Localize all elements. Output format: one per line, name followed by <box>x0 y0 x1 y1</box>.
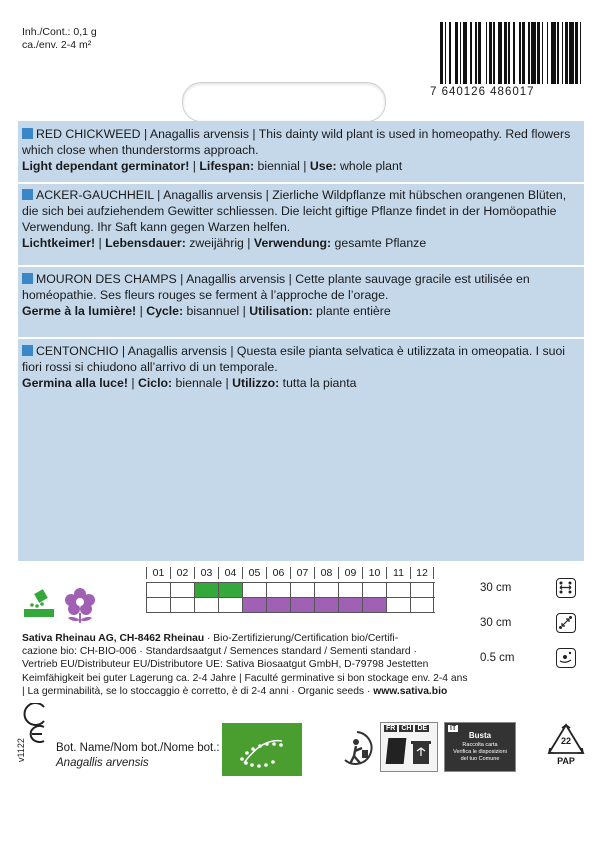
pap-label: PAP <box>557 756 575 766</box>
country-tags <box>384 725 429 732</box>
calendar-cell <box>170 598 194 612</box>
calendar-month-label: 08 <box>314 567 338 579</box>
blue-square-icon <box>22 189 33 200</box>
it-line: del tuo Comune <box>460 756 500 762</box>
producer-info <box>22 632 472 698</box>
sowing-calendar <box>146 567 446 627</box>
flowering-period-bar <box>242 598 266 612</box>
sowing-depth-value: 0.5 cm <box>480 652 515 664</box>
row-spacing-value: 30 cm <box>480 582 512 594</box>
section-description: | Anagallis arvensis | This dainty wild plant is used in homeopathy. Red flowers which close when thunderstorms approach. <box>22 127 571 157</box>
fact-label: Ciclo: <box>137 376 173 390</box>
barcode-number: 7 640126 486017 <box>430 86 535 98</box>
plant-spacing-icon <box>556 613 576 633</box>
fact-value: biennial <box>254 159 300 173</box>
website-link[interactable]: www.sativa.bio <box>373 685 448 697</box>
botanical-name: Anagallis arvensis <box>56 757 149 769</box>
fact-label: Utilizzo: <box>232 376 280 390</box>
section-title: ACKER-GAUCHHEIL <box>36 188 154 202</box>
calendar-month-label: 11 <box>386 567 410 579</box>
tidyman-icon <box>340 730 374 768</box>
company-name: Sativa Rheinau AG, CH-8462 Rheinau <box>22 633 205 644</box>
fact-label: Germe à la lumière! <box>22 304 137 318</box>
blue-square-icon <box>22 128 33 139</box>
calendar-month-label: 05 <box>242 567 266 579</box>
fact-label: Use: <box>309 159 337 173</box>
calendar-cell <box>338 583 362 597</box>
section-italian: CENTONCHIO | Anagallis arvensis | Questa esile pianta selvatica è utilizzata in omeopatia. I suoi fiori rossi si chiudono all’arrivo di un temporale. Germina alla luce! | Ciclo: biennale | Utilizzo: tutta la pianta <box>22 344 566 390</box>
calendar-cell <box>146 598 170 612</box>
fact-label: Lifespan: <box>199 159 255 173</box>
certification-text: · Bio-Zertifizierung/Certification bio/Certifi- <box>204 633 399 644</box>
fact-value: plante entière <box>312 304 391 318</box>
calendar-month-label: 12 <box>410 567 434 579</box>
pap-recycling-icon <box>546 722 586 768</box>
calendar-cell <box>386 583 410 597</box>
fact-value: bisannuel <box>183 304 240 318</box>
italy-recycling-box <box>444 722 516 772</box>
section-title: MOURON DES CHAMPS <box>36 272 177 286</box>
calendar-cell <box>170 583 194 597</box>
calendar-month-label: 02 <box>170 567 194 579</box>
it-title: Busta <box>468 731 492 740</box>
calendar-month-label: 07 <box>290 567 314 579</box>
calendar-months <box>146 567 434 579</box>
country-tag: FR <box>386 725 396 732</box>
flowering-period-bar <box>290 598 314 612</box>
eu-organic-logo-icon <box>222 723 302 776</box>
calendar-cell <box>386 598 410 612</box>
section-divider <box>18 265 584 267</box>
flowering-period-bar <box>362 598 386 612</box>
calendar-cell <box>314 583 338 597</box>
calendar-cell <box>362 583 386 597</box>
info-panel <box>18 121 584 561</box>
net-content: Inh./Cont.: 0,1 g <box>22 26 97 38</box>
country-tag: IT <box>450 725 457 732</box>
section-description: | Anagallis arvensis | Questa esile pianta selvatica è utilizzata in omeopatia. I suoi fiori rossi si chiudono all’arrivo di un temporale. <box>22 344 566 374</box>
content-info <box>22 26 97 52</box>
sowing-period-bar <box>194 583 218 597</box>
barcode-icon <box>440 22 585 84</box>
calendar-row-sowing <box>146 583 434 597</box>
recycling-box <box>380 722 438 772</box>
fact-label: Lebensdauer: <box>105 236 186 250</box>
flowering-period-bar <box>314 598 338 612</box>
calendar-month-label: 03 <box>194 567 218 579</box>
calendar-cell <box>290 583 314 597</box>
fact-label: Germina alla luce! <box>22 376 128 390</box>
fact-label: Light dependant germinator! <box>22 159 190 173</box>
calendar-month-label: 09 <box>338 567 362 579</box>
calendar-cell <box>410 583 434 597</box>
ce-mark-icon <box>22 703 48 743</box>
fact-value: tutta la pianta <box>279 376 357 390</box>
country-tag: DE <box>417 725 428 732</box>
standard-text: cazione bio: CH-BIO-006 · Standardsaatgut / Semences standard / Sementi standard · <box>22 646 417 658</box>
it-line: Verifica le disposizioni <box>453 749 507 755</box>
fact-value: zweijährig <box>185 236 244 250</box>
paper-bin-icon <box>411 739 431 765</box>
fact-value: biennale <box>172 376 223 390</box>
calendar-cell <box>146 583 170 597</box>
calendar-cell <box>218 598 242 612</box>
calendar-month-label: 10 <box>362 567 386 579</box>
distributor-text: Vertrieb EU/Distributeur EU/Distributore UE: Sativa Biosaatgut GmbH, D-79798 Jestetten <box>22 659 429 671</box>
section-english: RED CHICKWEED | Anagallis arvensis | This dainty wild plant is used in homeopathy. Red flowers which close when thunderstorms approach. Light dependant germinator! | Lifespan: biennial | Use: whole plant <box>22 127 571 173</box>
section-french: MOURON DES CHAMPS | Anagallis arvensis | Cette plante sauvage gracile est utilisée en homéopathie. Ses fleurs rouges se ferment à l’approche de l’orage. Germe à la lumière! | Cycle: bisannuel | Utilisation: plante entière <box>22 272 530 318</box>
calendar-line <box>146 612 435 613</box>
calendar-month-label: 04 <box>218 567 242 579</box>
fact-value: whole plant <box>336 159 403 173</box>
flower-icon <box>62 585 98 625</box>
barcode-bar <box>581 22 584 84</box>
pap-number: 22 <box>560 736 571 746</box>
blue-square-icon <box>22 345 33 356</box>
packet-icon <box>386 738 407 764</box>
calendar-month-label: 01 <box>146 567 170 579</box>
calendar-cell <box>410 598 434 612</box>
sowing-depth-icon <box>556 648 576 668</box>
hang-hole <box>182 82 386 122</box>
botanical-label: Bot. Name/Nom bot./Nome bot.: <box>56 742 220 754</box>
section-german: ACKER-GAUCHHEIL | Anagallis arvensis | Zierliche Wildpflanze mit hübschen orangenen Blüten, die sich bei aufziehendem Gewitter schliessen. Die leicht giftige Pflanze findet in der Homöopathie Verwendung. Ihr Saft kann gegen Warzen helfen. Lichtkeimer! | Lebensdauer: zweijährig | Verwendung: gesamte Pflanze <box>22 188 567 250</box>
germination-text-it: | La germinabilità, se lo stoccaggio è corretto, è di 2-4 anni · Organic seeds · <box>22 685 374 697</box>
section-divider <box>18 337 584 339</box>
calendar-cell <box>194 598 218 612</box>
row-spacing-icon <box>556 578 576 598</box>
section-title: CENTONCHIO <box>36 344 119 358</box>
fact-label: Cycle: <box>146 304 184 318</box>
it-instructions <box>445 742 515 763</box>
flowering-period-bar <box>266 598 290 612</box>
calendar-row-flowering <box>146 598 434 612</box>
fact-label: Lichtkeimer! <box>22 236 96 250</box>
fact-label: Verwendung: <box>253 236 332 250</box>
fact-value: gesamte Pflanze <box>331 236 427 250</box>
calendar-month-label: 06 <box>266 567 290 579</box>
sowing-icon <box>22 585 58 621</box>
calendar-cell <box>266 583 290 597</box>
fact-label: Utilisation: <box>249 304 313 318</box>
section-description: | Anagallis arvensis | Cette plante sauvage gracile est utilisée en homéopathie. Ses fleurs rouges se ferment à l’approche de l’orage. <box>22 272 530 302</box>
flowering-period-bar <box>338 598 362 612</box>
it-line: Raccolta carta <box>462 742 498 748</box>
plant-spacing-value: 30 cm <box>480 617 512 629</box>
country-tag: CH <box>401 725 412 732</box>
blue-square-icon <box>22 273 33 284</box>
sowing-period-bar <box>218 583 242 597</box>
version-code: v1122 <box>16 738 26 762</box>
section-divider <box>18 182 584 184</box>
calendar-cell <box>242 583 266 597</box>
section-title: RED CHICKWEED <box>36 127 141 141</box>
germination-text: Keimfähigkeit bei guter Lagerung ca. 2-4 Jahre | Faculté germinative si bon stockage env. 2-4 ans <box>22 672 468 684</box>
section-description: | Anagallis arvensis | Zierliche Wildpflanze mit hübschen orangenen Blüten, die sich bei aufziehendem Gewitter schliessen. Die leicht giftige Pflanze findet in der Homöopathie Verwendung. Ihr Saft kann gegen Warzen helfen. <box>22 188 567 234</box>
area-coverage: ca./env. 2-4 m² <box>22 39 92 51</box>
